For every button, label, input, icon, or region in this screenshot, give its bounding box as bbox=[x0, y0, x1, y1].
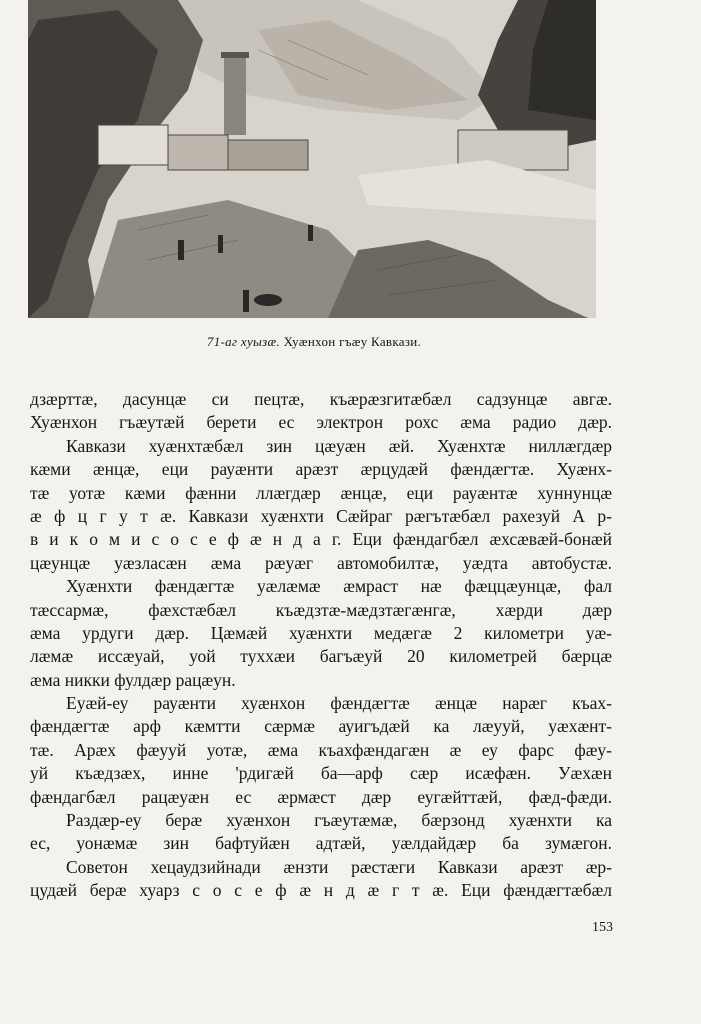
text-line: Хуæнхон гъæутæй берети ес электрон рохс æма радио дæр. bbox=[30, 412, 612, 433]
caption-number: 71-аг хуызæ. bbox=[206, 334, 281, 349]
text-line: тæссармæ, фæхстæбæл къæдзтæ-мæдзтæгæнгæ, хæрди дæр bbox=[30, 599, 612, 620]
body-text bbox=[30, 388, 612, 903]
text-line: лæмæ иссæуай, уой туххæи багъæуй 20 километрей бæрцæ bbox=[30, 646, 612, 667]
text-line: æма урдуги дæр. Цæмæй хуæнхти медæгæ 2 километри уæ- bbox=[30, 622, 612, 643]
page-number: 153 bbox=[592, 920, 613, 935]
caption-text: Хуæнхон гъæу Кавкази. bbox=[283, 334, 422, 349]
engraving-image bbox=[28, 0, 596, 318]
text-line: æ ф ц г у т æ. Кавкази хуæнхти Сæйраг рæгътæбæл рахезуй А р- bbox=[30, 505, 612, 526]
text-line: уй къæдзæх, инне 'рдигæй ба—арф сæр исæфæн. Уæхæн bbox=[30, 763, 612, 784]
text-line: кæми æнцæ, еци рауæнти арæзт æрцудæй фæндæгтæ. Хуæнх- bbox=[30, 459, 612, 480]
text-line: Советон хецаудзийнади æнзти рæстæги Кавкази арæзт æр- bbox=[66, 856, 612, 877]
text-line: фæндагбæл рацæуæн ес æрмæст дæр еугæйттæй, фæд-фæди. bbox=[30, 786, 612, 807]
text-line: Хуæнхти фæндæгтæ уæлæмæ æмраст нæ фæццæунцæ, фал bbox=[66, 576, 612, 597]
text-line: дзæрттæ, дасунцæ си пецтæ, къæрæзгитæбæл садзунцæ авгæ. bbox=[30, 389, 612, 409]
text-line: в и к о м и с о с е ф æ н д а г. Еци фæндагбæл æхсæвæй-бонæй bbox=[30, 529, 612, 550]
text-line: ес, уонæмæ зин бафтуйæн адтæй, уæлдайдæр ба зумæгон. bbox=[30, 833, 612, 854]
text-line: цæунцæ уæзласæн æма рæуæг автомобилтæ, уæдта автобустæ. bbox=[30, 552, 612, 573]
text-line: Кавкази хуæнхтæбæл зин цæуæн æй. Хуæнхтæ ниллæгдæр bbox=[66, 435, 612, 456]
text-line: æма никки фулдæр рацæун. bbox=[30, 669, 236, 690]
text-line: цудæй берæ хуарз с о с е ф æ н д æ г т æ. Еци фæндæгтæбæл bbox=[30, 880, 612, 901]
text-line: фæндæгтæ арф кæмтти сæрмæ ауигъдæй ка лæууй, уæхæнт- bbox=[30, 716, 612, 737]
text-line: тæ. Арæх фæууй уотæ, æма къахфæндагæн æ еу фарс фæу- bbox=[30, 739, 612, 760]
figure-caption bbox=[0, 334, 628, 350]
text-line: Еуæй-еу рауæнти хуæнхон фæндæгтæ æнцæ нарæг къах- bbox=[66, 693, 612, 714]
text-line: Раздæр-еу берæ хуæнхон гъæутæмæ, бæрзонд хуæнхти ка bbox=[66, 810, 612, 831]
mountain-village-illustration bbox=[28, 0, 596, 318]
text-line: тæ уотæ кæми фæнни ллæгдæр æнцæ, еци рауæнтæ хуннунцæ bbox=[30, 482, 612, 503]
